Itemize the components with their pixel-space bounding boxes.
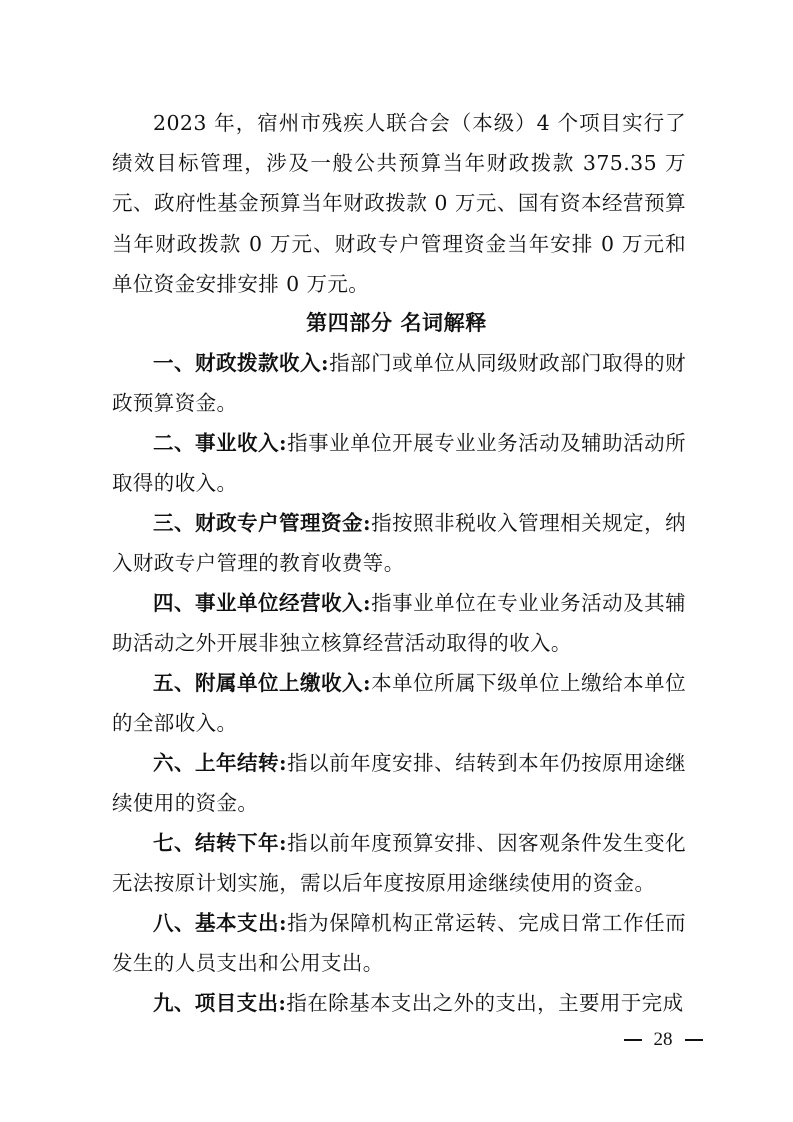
definition-text: 指事业单位在专业业务活动及其辅助活动之外开展非独立核算经营活动取得的收入。 <box>112 591 687 656</box>
footer-dash-left <box>624 1039 642 1040</box>
definition-item-5 <box>112 663 686 743</box>
definition-text: 指为保障机构正常运转、完成日常工作任而发生的人员支出和公用支出。 <box>112 911 686 976</box>
definition-text: 指以前年度安排、结转到本年仍按原用途继续使用的资金。 <box>112 751 686 816</box>
footer-dash-right <box>685 1039 703 1040</box>
definition-term: 九、项目支出: <box>153 991 287 1015</box>
definition-text: 本单位所属下级单位上缴给本单位的全部收入。 <box>112 671 687 736</box>
definition-term: 一、财政拨款收入: <box>153 351 329 375</box>
page-number: 28 <box>653 1029 673 1050</box>
intro-paragraph: 2023 年，宿州市残疾人联合会（本级）4 个项目实行了绩效目标管理，涉及一般公共预算当年财政拨款 375.35 万元、政府性基金预算当年财政拨款 0 万元、国有资本经营预算当年财政拨款 0 万元、财政专户管理资金当年安排 0 万元和单位资金安排安排 0 万元。 <box>112 111 686 296</box>
definition-term: 四、事业单位经营收入: <box>153 591 371 615</box>
definition-item-3 <box>112 503 686 583</box>
definition-term: 二、事业收入: <box>153 431 287 455</box>
definition-item-2 <box>112 423 686 503</box>
section-heading: 第四部分 名词解释 <box>306 310 487 335</box>
definition-term: 三、财政专户管理资金: <box>153 511 371 535</box>
page-footer <box>618 1026 708 1054</box>
definition-item-8 <box>112 903 686 983</box>
definition-item-4 <box>112 583 686 663</box>
definition-item-7 <box>112 823 686 903</box>
definition-item-1 <box>112 343 686 423</box>
definition-term: 六、上年结转: <box>153 751 287 775</box>
definition-text: 指事业单位开展专业业务活动及辅助活动所取得的收入。 <box>112 431 686 496</box>
definition-text: 指在除基本支出之外的支出，主要用于完成 <box>286 991 684 1015</box>
definition-text: 指以前年度预算安排、因客观条件发生变化无法按原计划实施，需以后年度按原用途继续使用的资金。 <box>112 831 686 896</box>
definition-item-6 <box>112 743 686 823</box>
definition-text: 指按照非税收入管理相关规定，纳入财政专户管理的教育收费等。 <box>112 511 687 576</box>
definition-term: 五、附属单位上缴收入: <box>153 671 371 695</box>
definition-text: 指部门或单位从同级财政部门取得的财政预算资金。 <box>112 351 686 416</box>
definition-term: 八、基本支出: <box>153 911 287 935</box>
definition-item-9 <box>112 983 686 1023</box>
definition-term: 七、结转下年: <box>153 831 287 855</box>
